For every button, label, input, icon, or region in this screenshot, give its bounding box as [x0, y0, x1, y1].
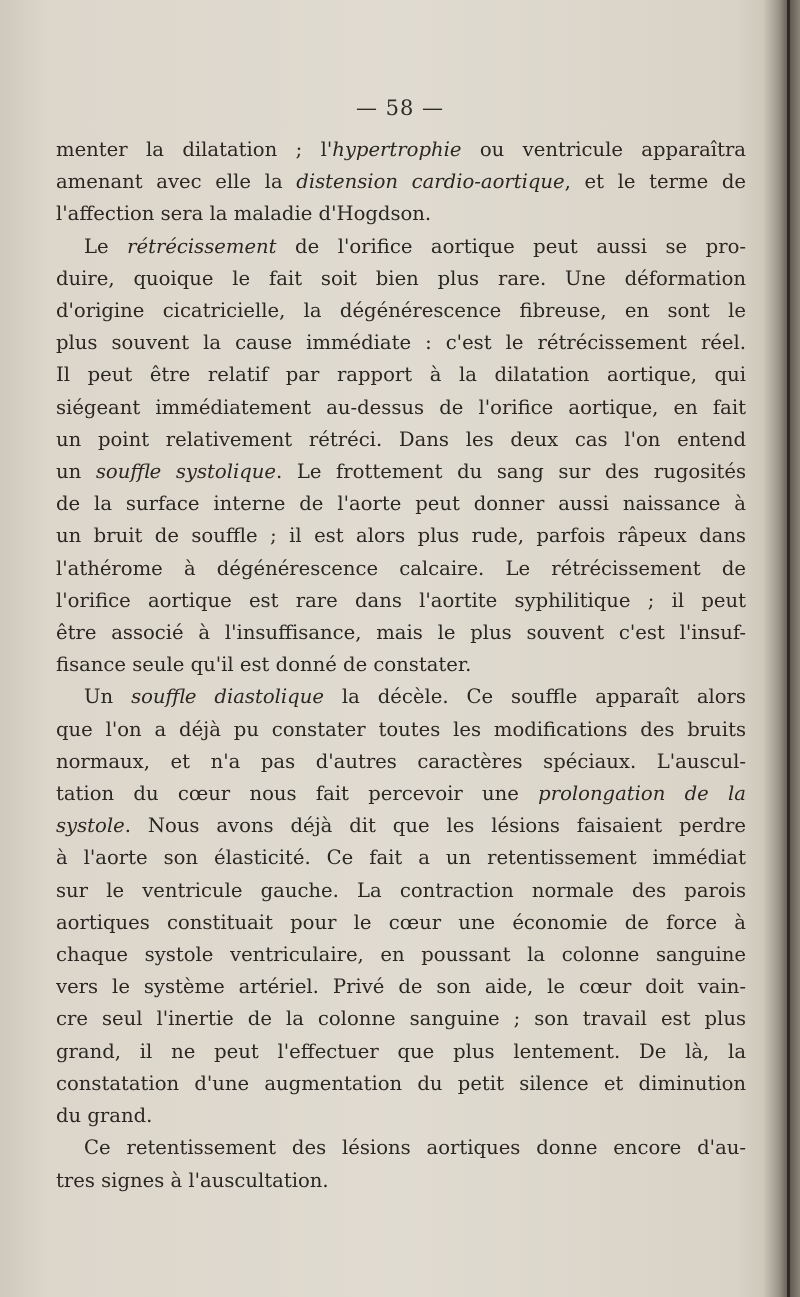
text-run: menter la dilatation ; l'	[56, 138, 333, 161]
text-line	[56, 907, 746, 939]
paragraph	[56, 134, 746, 231]
paragraph	[56, 231, 746, 682]
text-run: Le	[84, 234, 128, 258]
text-run: siégeant immédiatement au-dessus de l'orifice aortique, en fait	[56, 395, 746, 419]
text-line	[56, 617, 746, 649]
text-line	[56, 263, 746, 295]
text-line	[56, 1068, 746, 1100]
text-line	[56, 842, 746, 874]
text-line	[56, 939, 746, 971]
text-run: de l'orifice aortique peut aussi se pro-	[276, 234, 746, 258]
italic-term: souffle diastolique	[131, 685, 324, 709]
italic-term: distension cardio-aortique	[296, 170, 565, 194]
text-run: l'affection sera la maladie d'Hogdson.	[56, 202, 432, 226]
text-run: à l'aorte son élasticité. Ce fait a un retentissement immédiat	[56, 846, 746, 870]
text-run: d'origine cicatricielle, la dégénérescence fibreuse, en sont le	[56, 299, 746, 323]
text-line	[56, 488, 746, 520]
text-run: un point relativement rétréci. Dans les deux cas l'on entend	[56, 427, 746, 451]
text-run: duire, quoique le fait soit bien plus rare. Une déformation	[56, 266, 746, 290]
italic-term: systole	[56, 814, 125, 838]
text-run: l'athérome à dégénérescence calcaire. Le rétrécissement de	[56, 556, 746, 580]
text-line	[56, 166, 746, 198]
text-run: Ce retentissement des lésions aortiques donne encore d'au-	[84, 1136, 746, 1160]
text-line	[56, 1132, 746, 1164]
text-run: , et le terme de	[564, 170, 746, 194]
text-run: aortiques constituait pour le cœur une économie de force à	[56, 910, 746, 934]
text-line	[56, 1165, 746, 1197]
text-line	[56, 649, 746, 681]
text-line	[56, 778, 746, 810]
text-run: du grand.	[56, 1104, 153, 1128]
text-run: de la surface interne de l'aorte peut donner aussi naissance à	[56, 492, 746, 516]
text-run: un	[56, 460, 96, 484]
text-line	[56, 971, 746, 1003]
page-gutter-shadow	[764, 0, 800, 1297]
text-run: cre seul l'inertie de la colonne sanguine ; son travail est plus	[56, 1007, 746, 1031]
text-run: que l'on a déjà pu constater toutes les modifications des bruits	[56, 717, 746, 741]
text-line	[56, 810, 746, 842]
text-run: chaque systole ventriculaire, en poussant la colonne sanguine	[56, 943, 746, 967]
text-run: l'orifice aortique est rare dans l'aortite syphilitique ; il peut	[56, 588, 746, 612]
text-line	[56, 424, 746, 456]
text-run: . Le frottement du sang sur des rugosités	[276, 460, 746, 484]
text-line	[56, 746, 746, 778]
italic-term: hypertrophie	[332, 138, 462, 161]
text-line	[56, 198, 746, 230]
text-line	[56, 456, 746, 488]
text-line	[56, 1036, 746, 1068]
paragraph	[56, 681, 746, 1132]
text-line	[56, 520, 746, 552]
text-run: être associé à l'insuffisance, mais le plus souvent c'est l'insuf-	[56, 621, 746, 645]
text-run: la décèle. Ce souffle apparaît alors	[323, 685, 746, 709]
text-run: Il peut être relatif par rapport à la dilatation aortique, qui	[56, 363, 746, 387]
text-line	[56, 875, 746, 907]
text-line	[56, 1003, 746, 1035]
text-run: plus souvent la cause immédiate : c'est le rétrécissement réel.	[56, 331, 746, 355]
text-run: grand, il ne peut l'effectuer que plus lentement. De là, la	[56, 1039, 746, 1063]
text-line	[56, 585, 746, 617]
text-line	[56, 1100, 746, 1132]
body-text	[56, 134, 746, 1197]
italic-term: prolongation de la	[538, 782, 746, 806]
text-run: ou ventricule apparaîtra	[461, 138, 746, 161]
text-line	[56, 681, 746, 713]
text-run: amenant avec elle la	[56, 170, 297, 194]
text-run: vers le système artériel. Privé de son aide, le cœur doit vain-	[56, 975, 746, 999]
page-number: — 58 —	[355, 96, 445, 120]
text-line	[56, 714, 746, 746]
text-line	[56, 134, 746, 166]
italic-term: rétrécissement	[127, 234, 277, 258]
text-run: Un	[84, 685, 132, 709]
text-line	[56, 295, 746, 327]
text-run: fisance seule qu'il est donné de constater.	[56, 653, 472, 677]
italic-term: souffle systolique	[95, 460, 276, 484]
paragraph	[56, 1132, 746, 1196]
text-run: tation du cœur nous fait percevoir une	[56, 782, 539, 806]
text-line	[56, 359, 746, 391]
text-run: constatation d'une augmentation du petit silence et diminution	[56, 1071, 746, 1095]
text-line	[56, 327, 746, 359]
text-run: un bruit de souffle ; il est alors plus rude, parfois râpeux dans	[56, 524, 746, 548]
text-run: normaux, et n'a pas d'autres caractères spéciaux. L'auscul-	[56, 749, 746, 773]
text-run: . Nous avons déjà dit que les lésions faisaient perdre	[124, 814, 746, 838]
text-line	[56, 553, 746, 585]
text-line	[56, 392, 746, 424]
page-edge	[787, 0, 790, 1297]
text-line	[56, 231, 746, 263]
text-run: sur le ventricule gauche. La contraction normale des parois	[56, 878, 746, 902]
text-run: tres signes à l'auscultation.	[56, 1168, 329, 1192]
